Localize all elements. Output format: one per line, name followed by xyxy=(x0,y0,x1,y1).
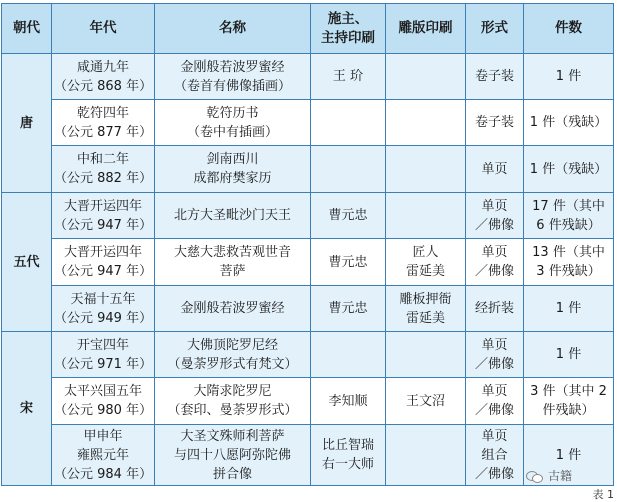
figure-label: 表 1 xyxy=(592,488,614,501)
cell-line: （卷中有插画） xyxy=(186,124,278,140)
cell-era xyxy=(52,425,155,486)
wechat-watermark xyxy=(526,467,572,484)
cell-carver xyxy=(386,100,466,146)
cell-line: 经折装 xyxy=(474,301,514,316)
header-form: 形式 xyxy=(466,4,524,54)
cell-line: ／佛像 xyxy=(474,403,514,418)
cell-line: （公元 882 年） xyxy=(54,171,153,186)
cell-era xyxy=(52,54,155,100)
cell-form xyxy=(466,332,524,378)
cell-form xyxy=(466,239,524,286)
cell-line: 卷子装 xyxy=(474,69,514,84)
cell-era xyxy=(52,146,155,193)
header-donor-line: 主持印刷 xyxy=(321,29,375,46)
cell-line: 13 件（其中 xyxy=(532,245,605,260)
cell-line: （公元 877 年） xyxy=(54,124,153,140)
cell-line: 李知顺 xyxy=(328,393,368,409)
cell-count xyxy=(524,193,614,239)
table-row xyxy=(2,146,614,193)
cell-form xyxy=(466,100,524,146)
cell-line: 乾符历书 xyxy=(206,105,259,121)
cell-line: 1 件 xyxy=(555,447,582,463)
cell-line: 大晋开运四年 xyxy=(63,245,142,260)
cell-carver xyxy=(386,239,466,286)
cell-line: 成都府樊家历 xyxy=(193,171,272,186)
cell-title xyxy=(155,54,311,100)
cell-title xyxy=(155,425,311,486)
cell-line: 雷延美 xyxy=(405,264,445,279)
cell-line: 1 件 xyxy=(555,347,582,362)
cell-line: （公元 868 年） xyxy=(54,78,153,94)
cell-line: 雍熙元年 xyxy=(76,447,129,463)
cell-line: 雕板押衙 xyxy=(399,291,452,307)
cell-count xyxy=(524,332,614,378)
cell-line: 金刚般若波罗蜜经 xyxy=(180,59,285,75)
cell-era xyxy=(52,378,155,425)
cell-count xyxy=(524,146,614,193)
cell-title xyxy=(155,239,311,286)
cell-line: ／佛像 xyxy=(474,264,514,279)
cell-line: 大圣文殊师利菩萨 xyxy=(180,428,285,444)
cell-donor xyxy=(311,378,386,425)
cell-line: 曹元忠 xyxy=(328,208,368,223)
cell-era xyxy=(52,239,155,286)
dynasty-cell: 五代 xyxy=(2,193,52,332)
cell-line: 乾符四年 xyxy=(76,105,129,121)
cell-title xyxy=(155,378,311,425)
cell-line: 单页 xyxy=(481,198,508,214)
cell-carver xyxy=(386,425,466,486)
cell-line: 单页 xyxy=(481,384,508,399)
header-donor-line: 施主、 xyxy=(327,10,369,27)
cell-era xyxy=(52,286,155,332)
cell-line: （公元 947 年） xyxy=(54,264,153,279)
cell-form xyxy=(466,425,524,486)
cell-line: 单页 xyxy=(481,428,508,444)
cell-donor xyxy=(311,332,386,378)
cell-donor xyxy=(311,286,386,332)
cell-title xyxy=(155,146,311,193)
cell-line: 单页 xyxy=(481,161,508,177)
cell-line: 大隋求陀罗尼 xyxy=(193,384,272,399)
cell-line: （公元 984 年） xyxy=(54,466,153,482)
cell-line: 大佛顶陀罗尼经 xyxy=(186,337,278,353)
table-row xyxy=(2,54,614,100)
cell-form xyxy=(466,146,524,193)
cell-title xyxy=(155,193,311,239)
header-count: 件数 xyxy=(524,4,614,54)
cell-line: 1 件（残缺） xyxy=(529,115,608,130)
cell-form xyxy=(466,193,524,239)
cell-title xyxy=(155,332,311,378)
header-carver: 雕版印刷 xyxy=(386,4,466,54)
cell-line: 单页 xyxy=(481,337,508,353)
cell-line: （卷首有佛像插画） xyxy=(173,78,291,94)
header-dynasty: 朝代 xyxy=(2,4,52,54)
table-row xyxy=(2,100,614,146)
cell-form xyxy=(466,378,524,425)
cell-donor xyxy=(311,425,386,486)
cell-donor xyxy=(311,193,386,239)
cell-line: 曹元忠 xyxy=(328,254,368,270)
cell-line: 单页 xyxy=(481,245,508,260)
cell-line: 比丘智瑞 xyxy=(321,438,374,453)
cell-line: 3 件（其中 2 xyxy=(530,384,607,399)
cell-line: 曹元忠 xyxy=(328,301,368,316)
cell-line: 雷延美 xyxy=(405,310,445,326)
cell-line: 大晋开运四年 xyxy=(63,198,142,214)
cell-count xyxy=(524,378,614,425)
cell-line: 大慈大悲救苦观世音 xyxy=(173,245,291,260)
cell-line: 金刚般若波罗蜜经 xyxy=(180,301,285,316)
cell-line: 中和二年 xyxy=(76,152,129,167)
cell-line: （公元 980 年） xyxy=(54,403,153,418)
cell-line: 件残缺） xyxy=(542,403,595,418)
cell-title xyxy=(155,100,311,146)
cell-line: 甲申年 xyxy=(83,428,123,444)
cell-line: 组合 xyxy=(481,447,508,463)
cell-line: 右一大师 xyxy=(321,457,374,472)
cell-count xyxy=(524,100,614,146)
cell-count xyxy=(524,239,614,286)
cell-count xyxy=(524,286,614,332)
cell-era xyxy=(52,193,155,239)
cell-line: 拼合像 xyxy=(212,466,252,482)
cell-carver xyxy=(386,332,466,378)
cell-line: ／佛像 xyxy=(474,217,514,233)
table-row xyxy=(2,332,614,378)
cell-line: 王 玠 xyxy=(332,69,364,84)
cell-count xyxy=(524,54,614,100)
cell-title xyxy=(155,286,311,332)
cell-line: 剑南西川 xyxy=(206,152,259,167)
cell-line: 咸通九年 xyxy=(76,59,129,75)
cell-carver xyxy=(386,193,466,239)
cell-line: （公元 947 年） xyxy=(54,217,153,233)
table-row xyxy=(2,286,614,332)
cell-line: 3 件残缺） xyxy=(536,264,601,279)
cell-line: 6 件残缺） xyxy=(536,217,601,233)
cell-line: （公元 971 年） xyxy=(54,356,153,372)
cell-line: 菩萨 xyxy=(219,264,246,279)
cell-carver xyxy=(386,146,466,193)
cell-line: （曼荼罗形式有梵文） xyxy=(167,356,298,372)
cell-line: 17 件（其中 xyxy=(532,198,605,214)
cell-era xyxy=(52,332,155,378)
cell-donor xyxy=(311,100,386,146)
cell-line: 1 件 xyxy=(555,69,582,84)
cell-line: ／佛像 xyxy=(474,466,514,482)
cell-carver xyxy=(386,378,466,425)
cell-line: 卷子装 xyxy=(474,115,514,130)
cell-form xyxy=(466,286,524,332)
cell-line: （公元 949 年） xyxy=(54,310,153,326)
table-row xyxy=(2,239,614,286)
header-title: 名称 xyxy=(155,4,311,54)
cell-line: 1 件 xyxy=(555,301,582,316)
table-row xyxy=(2,193,614,239)
dynasty-cell: 唐 xyxy=(2,54,52,193)
cell-line: 王文沼 xyxy=(405,393,445,409)
cell-donor xyxy=(311,146,386,193)
dynasty-cell: 宋 xyxy=(2,332,52,486)
data-table xyxy=(1,3,614,486)
header-era: 年代 xyxy=(52,4,155,54)
header-donor xyxy=(311,4,386,54)
table-row xyxy=(2,378,614,425)
cell-form xyxy=(466,54,524,100)
cell-line: 与四十八愿阿弥陀佛 xyxy=(173,447,291,463)
cell-line: 匠人 xyxy=(412,245,439,260)
cell-line: 开宝四年 xyxy=(76,337,129,353)
wechat-icon xyxy=(526,469,542,483)
table-row xyxy=(2,425,614,486)
cell-line: 天福十五年 xyxy=(70,291,136,307)
cell-line: 太平兴国五年 xyxy=(63,384,142,399)
header-row xyxy=(2,4,614,54)
cell-carver xyxy=(386,286,466,332)
cell-line: （套印、曼荼罗形式） xyxy=(167,403,298,418)
cell-line: ／佛像 xyxy=(474,356,514,372)
cell-carver xyxy=(386,54,466,100)
cell-era xyxy=(52,100,155,146)
cell-line: 北方大圣毗沙门天王 xyxy=(173,208,291,223)
cell-donor xyxy=(311,239,386,286)
cell-donor xyxy=(311,54,386,100)
cell-line: 1 件（残缺） xyxy=(529,161,608,177)
watermark-text: 古籍 xyxy=(548,469,573,483)
